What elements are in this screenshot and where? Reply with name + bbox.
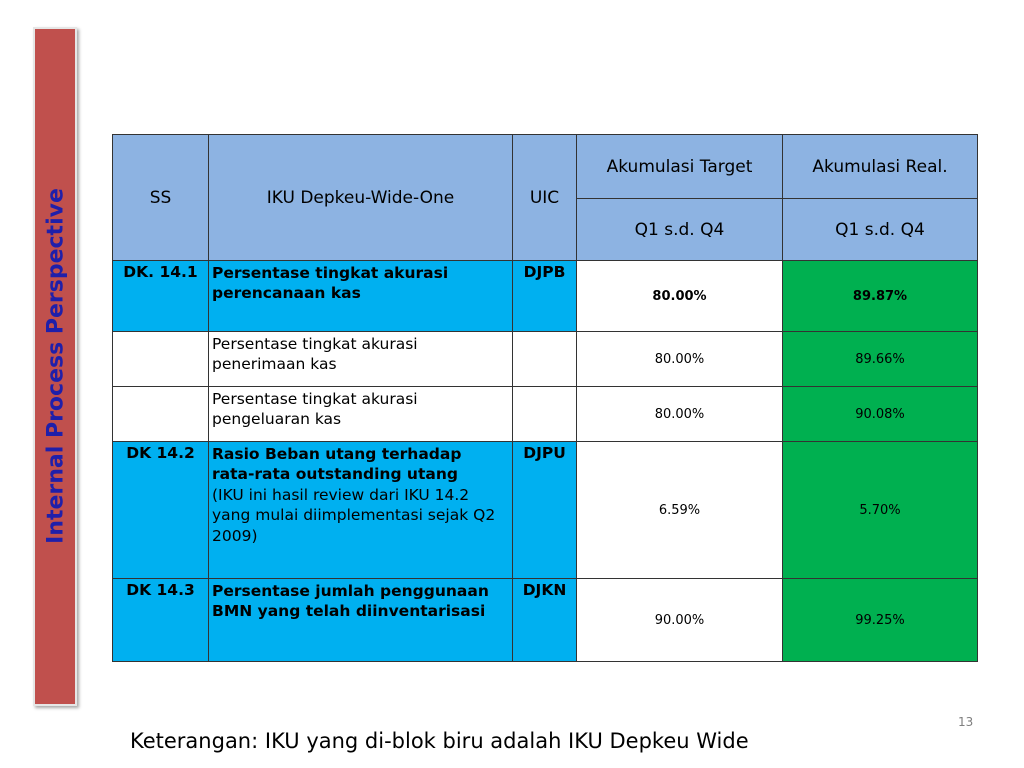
- row-iku-bold: Persentase tingkat akurasi perencanaan kas: [212, 264, 449, 303]
- header-target: Akumulasi Target: [577, 135, 783, 199]
- row-uic: DJPB: [513, 261, 577, 332]
- header-row: [113, 135, 978, 199]
- row-iku-note: Persentase tingkat akurasi penerimaan kas: [212, 335, 418, 374]
- row-real: 99.25%: [783, 579, 978, 662]
- row-real: 5.70%: [783, 442, 978, 579]
- row-iku: [209, 579, 513, 662]
- page-number: 13: [958, 715, 974, 729]
- row-target: 80.00%: [577, 387, 783, 442]
- header-iku: IKU Depkeu-Wide-One: [209, 135, 513, 261]
- footnote: Keterangan: IKU yang di-blok biru adalah IKU Depkeu Wide: [130, 729, 749, 753]
- row-uic: [513, 387, 577, 442]
- row-iku-bold: Persentase jumlah penggunaan BMN yang telah diinventarisasi: [212, 582, 489, 621]
- header-real: Akumulasi Real.: [783, 135, 978, 199]
- row-iku: [209, 261, 513, 332]
- header-target-period: Q1 s.d. Q4: [577, 199, 783, 261]
- row-uic: DJPU: [513, 442, 577, 579]
- sidebar-title: Internal Process Perspective: [43, 188, 69, 544]
- iku-table: [112, 134, 978, 662]
- header-ss: SS: [113, 135, 209, 261]
- row-ss: DK 14.3: [113, 579, 209, 662]
- row-ss: [113, 387, 209, 442]
- table-row: [113, 261, 978, 332]
- row-target: 80.00%: [577, 261, 783, 332]
- table-row: [113, 387, 978, 442]
- row-iku: [209, 387, 513, 442]
- row-target: 80.00%: [577, 332, 783, 387]
- row-ss: DK 14.2: [113, 442, 209, 579]
- row-iku-note: (IKU ini hasil review dari IKU 14.2 yang mulai diimplementasi sejak Q2 2009): [212, 485, 496, 545]
- row-target: 6.59%: [577, 442, 783, 579]
- row-uic: DJKN: [513, 579, 577, 662]
- table-row: [113, 332, 978, 387]
- row-real: 89.66%: [783, 332, 978, 387]
- row-real: 90.08%: [783, 387, 978, 442]
- table-row: [113, 579, 978, 662]
- row-ss: DK. 14.1: [113, 261, 209, 332]
- row-iku-note: Persentase tingkat akurasi pengeluaran kas: [212, 390, 418, 429]
- table-row: [113, 442, 978, 579]
- row-target: 90.00%: [577, 579, 783, 662]
- row-uic: [513, 332, 577, 387]
- row-ss: [113, 332, 209, 387]
- header-real-period: Q1 s.d. Q4: [783, 199, 978, 261]
- row-iku: [209, 332, 513, 387]
- row-real: 89.87%: [783, 261, 978, 332]
- row-iku: [209, 442, 513, 579]
- header-uic: UIC: [513, 135, 577, 261]
- row-iku-bold: Rasio Beban utang terhadap rata-rata outstanding utang: [212, 445, 462, 484]
